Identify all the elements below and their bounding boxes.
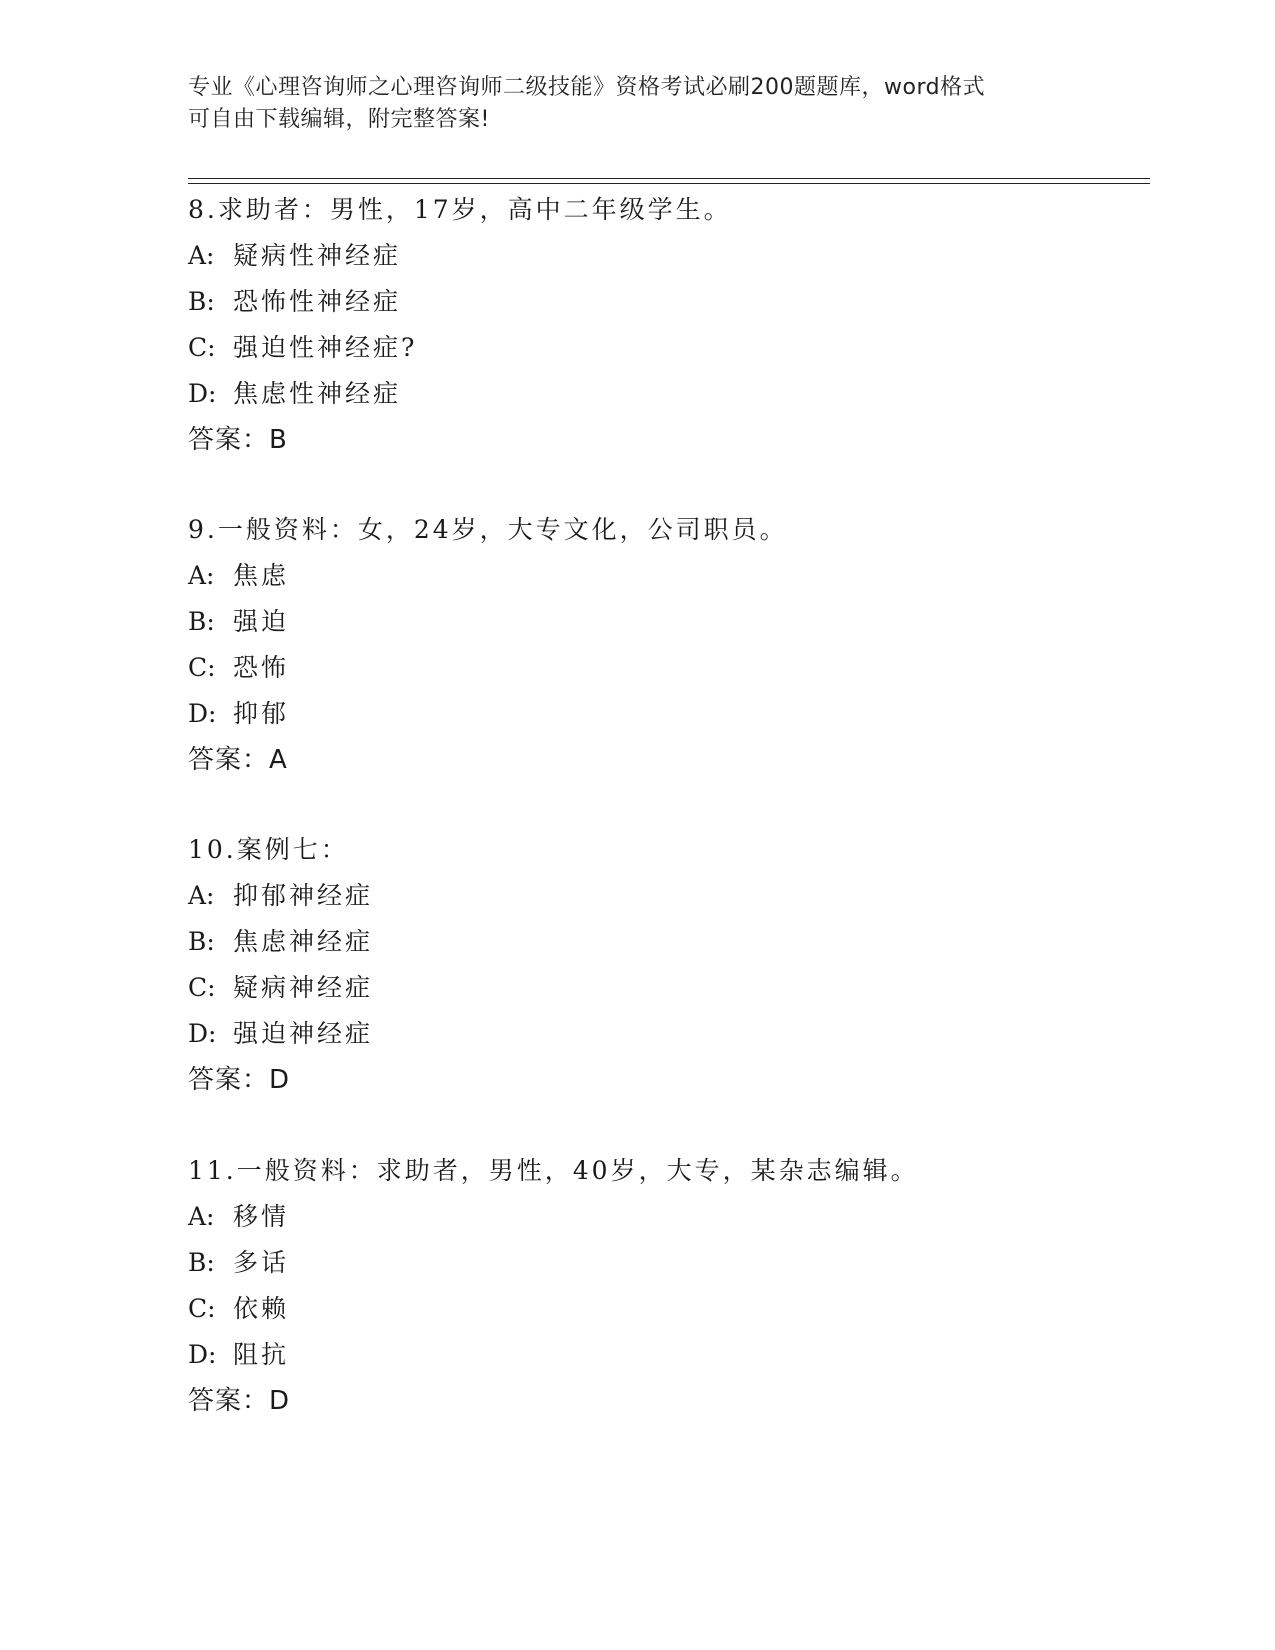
option-letter: A: [188, 1202, 215, 1231]
option-b [188, 599, 1148, 645]
option-c [188, 1286, 1148, 1332]
header-divider-bottom [188, 183, 1150, 184]
option-c [188, 645, 1148, 691]
option-text: 疑病神经症 [233, 973, 374, 1002]
question-stem: 10.案例七： [188, 835, 349, 864]
option-a [188, 873, 1148, 919]
option-letter: C: [188, 653, 216, 682]
option-letter: A: [188, 561, 215, 590]
option-text: 抑郁神经症 [233, 881, 374, 910]
option-text: 多话 [233, 1248, 290, 1277]
option-c [188, 965, 1148, 1011]
question-10 [188, 827, 1148, 1103]
option-letter: D: [188, 1340, 217, 1369]
option-text: 疑病性神经症 [233, 241, 402, 270]
answer: 答案：A [188, 745, 288, 775]
option-text: 阻抗 [233, 1340, 290, 1369]
option-letter: C: [188, 973, 216, 1002]
option-text: 焦虑性神经症 [233, 379, 402, 408]
option-letter: B: [188, 1248, 215, 1277]
option-b [188, 279, 1148, 325]
answer: 答案：B [188, 425, 288, 455]
option-c [188, 325, 1148, 371]
option-letter: D: [188, 699, 217, 728]
option-a [188, 553, 1148, 599]
option-letter: A: [188, 241, 215, 270]
header-line-2: 可自由下载编辑，附完整答案! [188, 107, 490, 132]
question-8 [188, 187, 1148, 463]
option-letter: B: [188, 927, 215, 956]
option-d [188, 1332, 1148, 1378]
header-line-1: 专业《心理咨询师之心理咨询师二级技能》资格考试必刷200题题库，word格式 [188, 75, 986, 100]
option-text: 恐怖性神经症 [233, 287, 402, 316]
question-stem: 9.一般资料：女，24岁，大专文化，公司职员。 [188, 515, 788, 544]
option-d [188, 371, 1148, 417]
question-9 [188, 507, 1148, 783]
option-text: 依赖 [233, 1294, 290, 1323]
option-letter: B: [188, 607, 215, 636]
option-a [188, 233, 1148, 279]
option-letter: C: [188, 333, 216, 362]
option-d [188, 691, 1148, 737]
option-letter: D: [188, 1019, 217, 1048]
answer: 答案：D [188, 1386, 291, 1416]
option-letter: D: [188, 379, 217, 408]
answer: 答案：D [188, 1065, 291, 1095]
option-text: 焦虑 [233, 561, 290, 590]
option-letter: A: [188, 881, 215, 910]
option-text: 恐怖 [233, 653, 290, 682]
document-header [188, 72, 1088, 136]
option-text: 移情 [233, 1202, 290, 1231]
option-b [188, 1240, 1148, 1286]
question-11 [188, 1148, 1148, 1424]
option-d [188, 1011, 1148, 1057]
option-text: 强迫性神经症? [233, 333, 418, 362]
option-a [188, 1194, 1148, 1240]
option-letter: B: [188, 287, 215, 316]
question-stem: 8.求助者：男性，17岁，高中二年级学生。 [188, 195, 732, 224]
option-text: 强迫 [233, 607, 290, 636]
question-stem: 11.一般资料：求助者，男性，40岁，大专，某杂志编辑。 [188, 1156, 919, 1185]
option-b [188, 919, 1148, 965]
option-text: 强迫神经症 [233, 1019, 374, 1048]
option-letter: C: [188, 1294, 216, 1323]
option-text: 抑郁 [233, 699, 290, 728]
option-text: 焦虑神经症 [233, 927, 374, 956]
header-divider-top [188, 178, 1150, 179]
